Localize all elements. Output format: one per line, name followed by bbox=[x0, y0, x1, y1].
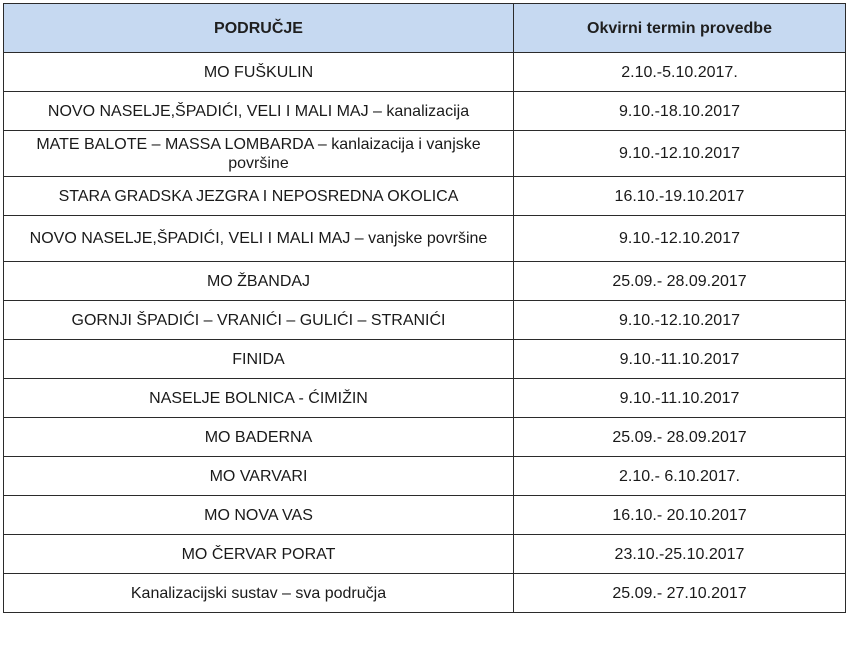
date-cell: 9.10.-18.10.2017 bbox=[514, 92, 846, 131]
area-cell: MO FUŠKULIN bbox=[4, 53, 514, 92]
table-row bbox=[4, 216, 846, 262]
date-cell: 2.10.- 6.10.2017. bbox=[514, 457, 846, 496]
date-cell: 9.10.-12.10.2017 bbox=[514, 301, 846, 340]
table-row bbox=[4, 131, 846, 177]
area-cell: NOVO NASELJE,ŠPADIĆI, VELI I MALI MAJ – kanalizacija bbox=[4, 92, 514, 131]
area-cell: MO ŽBANDAJ bbox=[4, 262, 514, 301]
header-date: Okvirni termin provedbe bbox=[514, 4, 846, 53]
area-cell: GORNJI ŠPADIĆI – VRANIĆI – GULIĆI – STRANIĆI bbox=[4, 301, 514, 340]
area-cell: MO VARVARI bbox=[4, 457, 514, 496]
area-cell: MO NOVA VAS bbox=[4, 496, 514, 535]
table-row bbox=[4, 262, 846, 301]
header-area: PODRUČJE bbox=[4, 4, 514, 53]
date-cell: 25.09.- 28.09.2017 bbox=[514, 418, 846, 457]
area-cell: NOVO NASELJE,ŠPADIĆI, VELI I MALI MAJ – vanjske površine bbox=[4, 216, 514, 262]
date-cell: 9.10.-12.10.2017 bbox=[514, 131, 846, 177]
table-row bbox=[4, 418, 846, 457]
schedule-table bbox=[3, 3, 846, 613]
table-row bbox=[4, 496, 846, 535]
date-cell: 9.10.-11.10.2017 bbox=[514, 379, 846, 418]
date-cell: 16.10.-19.10.2017 bbox=[514, 177, 846, 216]
header-row bbox=[4, 4, 846, 53]
table-row bbox=[4, 177, 846, 216]
date-cell: 2.10.-5.10.2017. bbox=[514, 53, 846, 92]
table-row bbox=[4, 92, 846, 131]
table-row bbox=[4, 379, 846, 418]
table-row bbox=[4, 574, 846, 613]
date-cell: 16.10.- 20.10.2017 bbox=[514, 496, 846, 535]
table-row bbox=[4, 535, 846, 574]
date-cell: 25.09.- 28.09.2017 bbox=[514, 262, 846, 301]
area-cell: MATE BALOTE – MASSA LOMBARDA – kanlaizacija i vanjske površine bbox=[4, 131, 514, 177]
table-row bbox=[4, 340, 846, 379]
table-row bbox=[4, 53, 846, 92]
date-cell: 9.10.-11.10.2017 bbox=[514, 340, 846, 379]
area-cell: FINIDA bbox=[4, 340, 514, 379]
date-cell: 9.10.-12.10.2017 bbox=[514, 216, 846, 262]
area-cell: MO BADERNA bbox=[4, 418, 514, 457]
table-row bbox=[4, 457, 846, 496]
date-cell: 23.10.-25.10.2017 bbox=[514, 535, 846, 574]
date-cell: 25.09.- 27.10.2017 bbox=[514, 574, 846, 613]
area-cell: NASELJE BOLNICA - ĆIMIŽIN bbox=[4, 379, 514, 418]
area-cell: Kanalizacijski sustav – sva područja bbox=[4, 574, 514, 613]
area-cell: STARA GRADSKA JEZGRA I NEPOSREDNA OKOLICA bbox=[4, 177, 514, 216]
area-cell: MO ČERVAR PORAT bbox=[4, 535, 514, 574]
table-row bbox=[4, 301, 846, 340]
